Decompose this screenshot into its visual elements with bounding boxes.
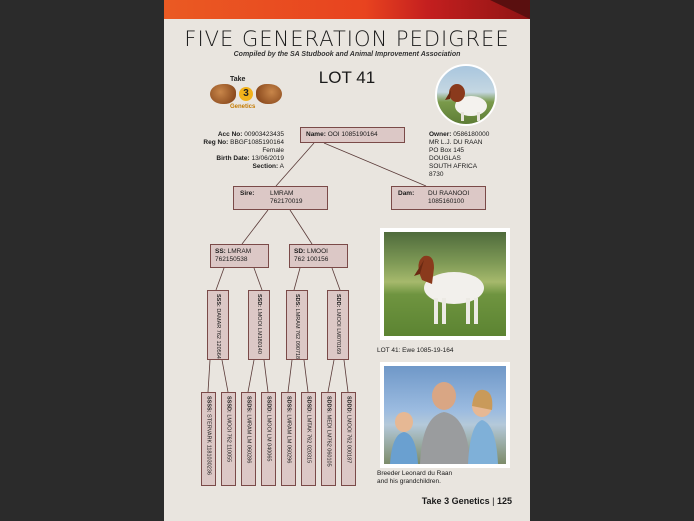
acc-number-row: Acc No: 00903423435 (217, 131, 284, 138)
page-footer (422, 496, 512, 506)
logo-text-genetics: Genetics (230, 104, 256, 110)
owner-postal-code: 8730 (429, 171, 444, 178)
gen3-sdd-box: SDD: LMOOI LM070169 (327, 290, 349, 360)
gen4-ssdd-box: SSDD: LMOOI LM 040065 (261, 392, 276, 486)
sex-row: Female (262, 147, 284, 154)
pedigree-page (164, 0, 530, 521)
breeder-photo (380, 362, 510, 468)
breeder-photo-caption: Breeder Leonard du Raan and his grandchildren. (377, 470, 453, 485)
ewe-photo-caption: LOT 41: Ewe 1085-19-164 (377, 347, 454, 354)
gen4-sddd-box: SDDD: LMOOI 762 000187 (341, 392, 356, 486)
dam-box: Dam: DU RAANOOI 1085160100 (391, 186, 486, 210)
gen3-sds-box: SDS: LMRAM 762 090718 (286, 290, 308, 360)
gen4-sdsd-box: SDSD: LMTAK 762 020315 (301, 392, 316, 486)
gen4-sssd-box: SSSD: LMOOI 762 110055 (221, 392, 236, 486)
logo-text-take: Take (230, 76, 246, 83)
sire-dam-box: SD: LMOOI 762 100156 (289, 244, 348, 268)
gen3-ssd-box: SSD: LMOOI LM180140 (248, 290, 270, 360)
gen4-sdds-box: SDDS: MEDI LM762 060105 (321, 392, 336, 486)
section-row: Section: A (252, 163, 284, 170)
gen4-ssss-box: SSSS: STERVARK 1181030236 (201, 392, 216, 486)
page-number: 125 (496, 496, 512, 506)
reg-number-row: Reg No: BBGF1085190164 (203, 139, 284, 146)
birth-date-row: Birth Date: 13/06/2019 (216, 155, 284, 162)
ewe-photo (380, 228, 510, 340)
owner-number: 0586180000 (453, 131, 490, 138)
sire-box: Sire: LMRAM 762170019 (233, 186, 328, 210)
gen4-sdss-box: SDSS: LMRAM LM 060296 (281, 392, 296, 486)
owner-po-box: PO Box 145 (429, 147, 465, 154)
gen3-sss-box: SSS: DAMAR 762 120564 (207, 290, 229, 360)
gen4-ssds-box: SSDS: LMRAM LM 060286 (241, 392, 256, 486)
owner-country: SOUTH AFRICA (429, 163, 478, 170)
owner-label: Owner: (429, 131, 452, 138)
page-title: FIVE GENERATION PEDIGREE (184, 27, 510, 51)
owner-town: DOUGLAS (429, 155, 461, 162)
page-subtitle: Compiled by the SA Studbook and Animal Improvement Association (233, 51, 461, 58)
logo-number-badge: 3 (239, 87, 253, 101)
sire-sire-box: SS: LMRAM 762150538 (210, 244, 269, 268)
footer-brand: Take 3 Genetics (421, 496, 490, 506)
owner-name: MR L.J. DU RAAN (429, 139, 483, 146)
animal-name-box: Name: OOI 1085190164 (300, 127, 405, 143)
lot-number: LOT 41 (318, 68, 376, 87)
footer-separator: | (492, 496, 495, 506)
